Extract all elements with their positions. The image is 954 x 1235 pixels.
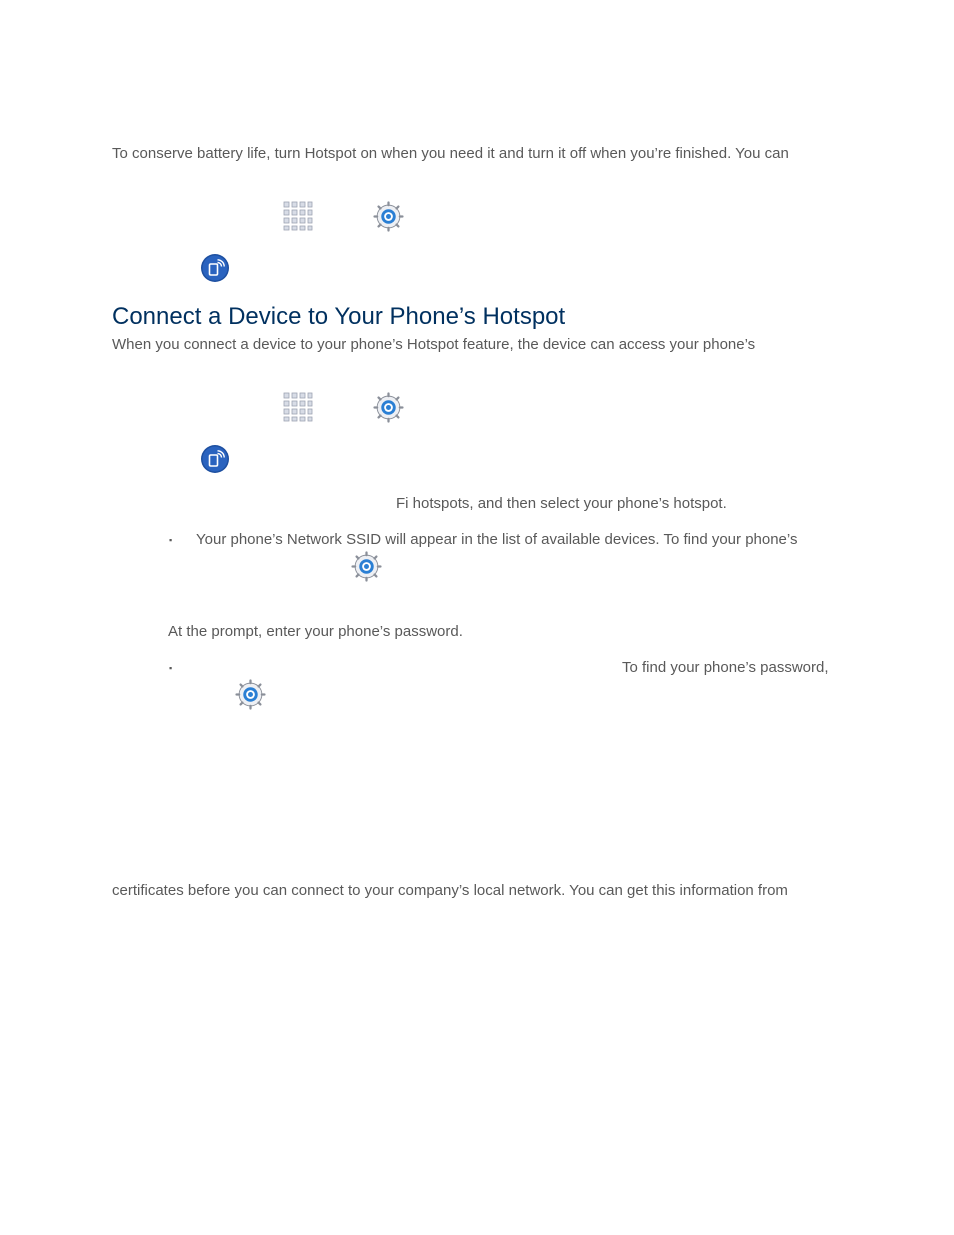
connect-device-intro-text: When you connect a device to your phone’s Hotspot feature, the device can access your phone’s	[112, 336, 756, 353]
apps-grid-icon	[283, 392, 313, 422]
settings-gear-icon	[373, 201, 404, 232]
bullet-marker: ▪	[169, 535, 173, 545]
hotspot-icon	[200, 444, 230, 474]
settings-gear-icon	[351, 551, 382, 582]
hotspot-icon	[200, 253, 230, 283]
settings-gear-icon	[373, 392, 404, 423]
find-password-bullet-text: To find your phone’s password,	[622, 659, 829, 676]
conserve-battery-text: To conserve battery life, turn Hotspot on when you need it and turn it off when you’re finished. You can	[112, 145, 789, 162]
apps-grid-icon	[283, 201, 313, 231]
settings-gear-icon	[235, 679, 266, 710]
network-ssid-bullet-text: Your phone’s Network SSID will appear in the list of available devices. To find your phone’s	[196, 531, 798, 548]
section-heading: Connect a Device to Your Phone’s Hotspot	[112, 303, 566, 330]
wifi-hotspot-step-text: Fi hotspots, and then select your phone’s hotspot.	[396, 495, 727, 512]
password-prompt-text: At the prompt, enter your phone’s password.	[168, 623, 463, 640]
certificates-text: certificates before you can connect to your company’s local network. You can get this information from	[112, 882, 788, 899]
bullet-marker: ▪	[169, 663, 173, 673]
